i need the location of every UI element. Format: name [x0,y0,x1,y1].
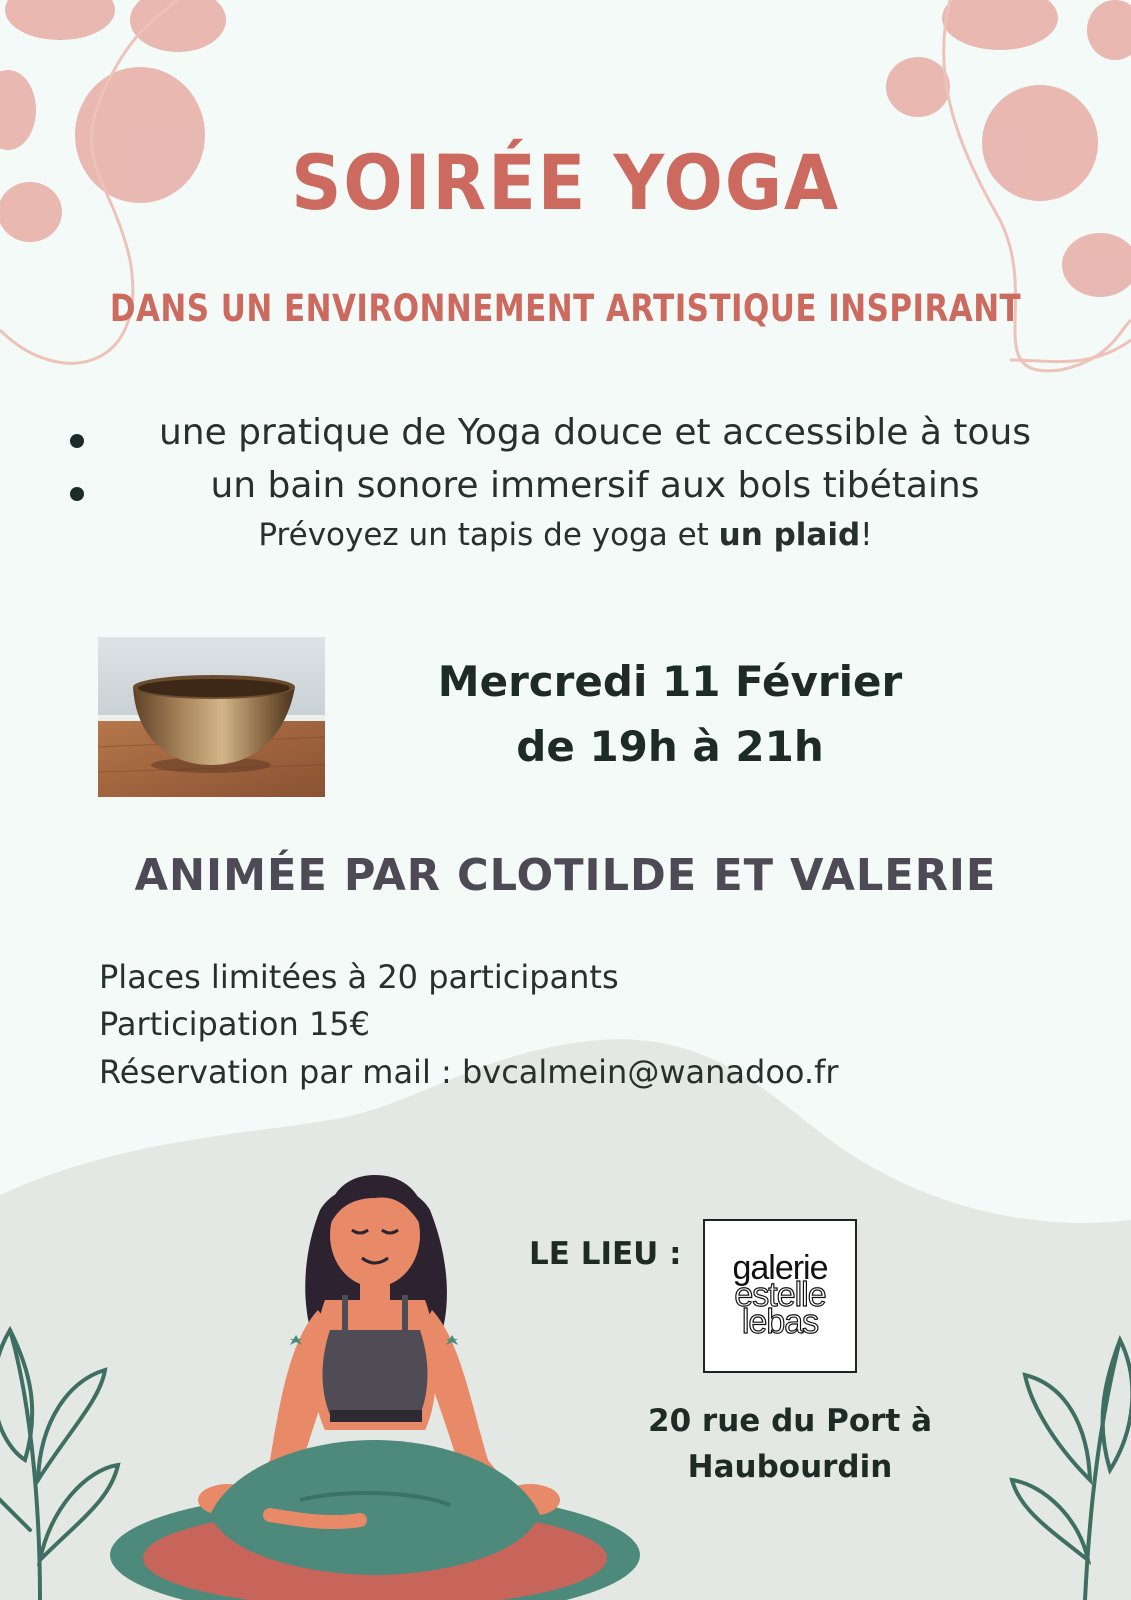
feature-text: un bain sonore immersif aux bols tibétains [210,465,980,506]
event-date: Mercredi 11 Février [437,657,903,706]
feature-text: une pratique de Yoga douce et accessible à tous [158,412,1032,453]
page-subtitle: DANS UN ENVIRONNEMENT ARTISTIQUE INSPIRANT [109,287,1022,330]
places-info: Places limitées à 20 participants [99,958,619,996]
logo-line-3: lebas [741,1303,819,1341]
venue-address-line-1: 20 rue du Port à [648,1403,932,1439]
page-title: SOIRÉE YOGA [291,138,840,227]
booking-info: Réservation par mail : bvcalmein@wanadoo.fr [99,1053,839,1091]
venue-address-line-2: Haubourdin [687,1449,893,1485]
note-prefix: Prévoyez un tapis de yoga et [258,517,719,553]
event-hosts: ANIMÉE PAR CLOTILDE ET VALERIE [134,850,997,901]
venue-label: LE LIEU : [529,1236,682,1272]
logo-line-2: estelle [734,1276,826,1314]
note-suffix: ! [860,517,873,553]
gallery-logo [703,1219,857,1373]
event-time: de 19h à 21h [516,722,824,771]
note-bold: un plaid [718,517,861,553]
price-info: Participation 15€ [99,1005,371,1043]
logo-line-1: galerie [732,1249,828,1287]
